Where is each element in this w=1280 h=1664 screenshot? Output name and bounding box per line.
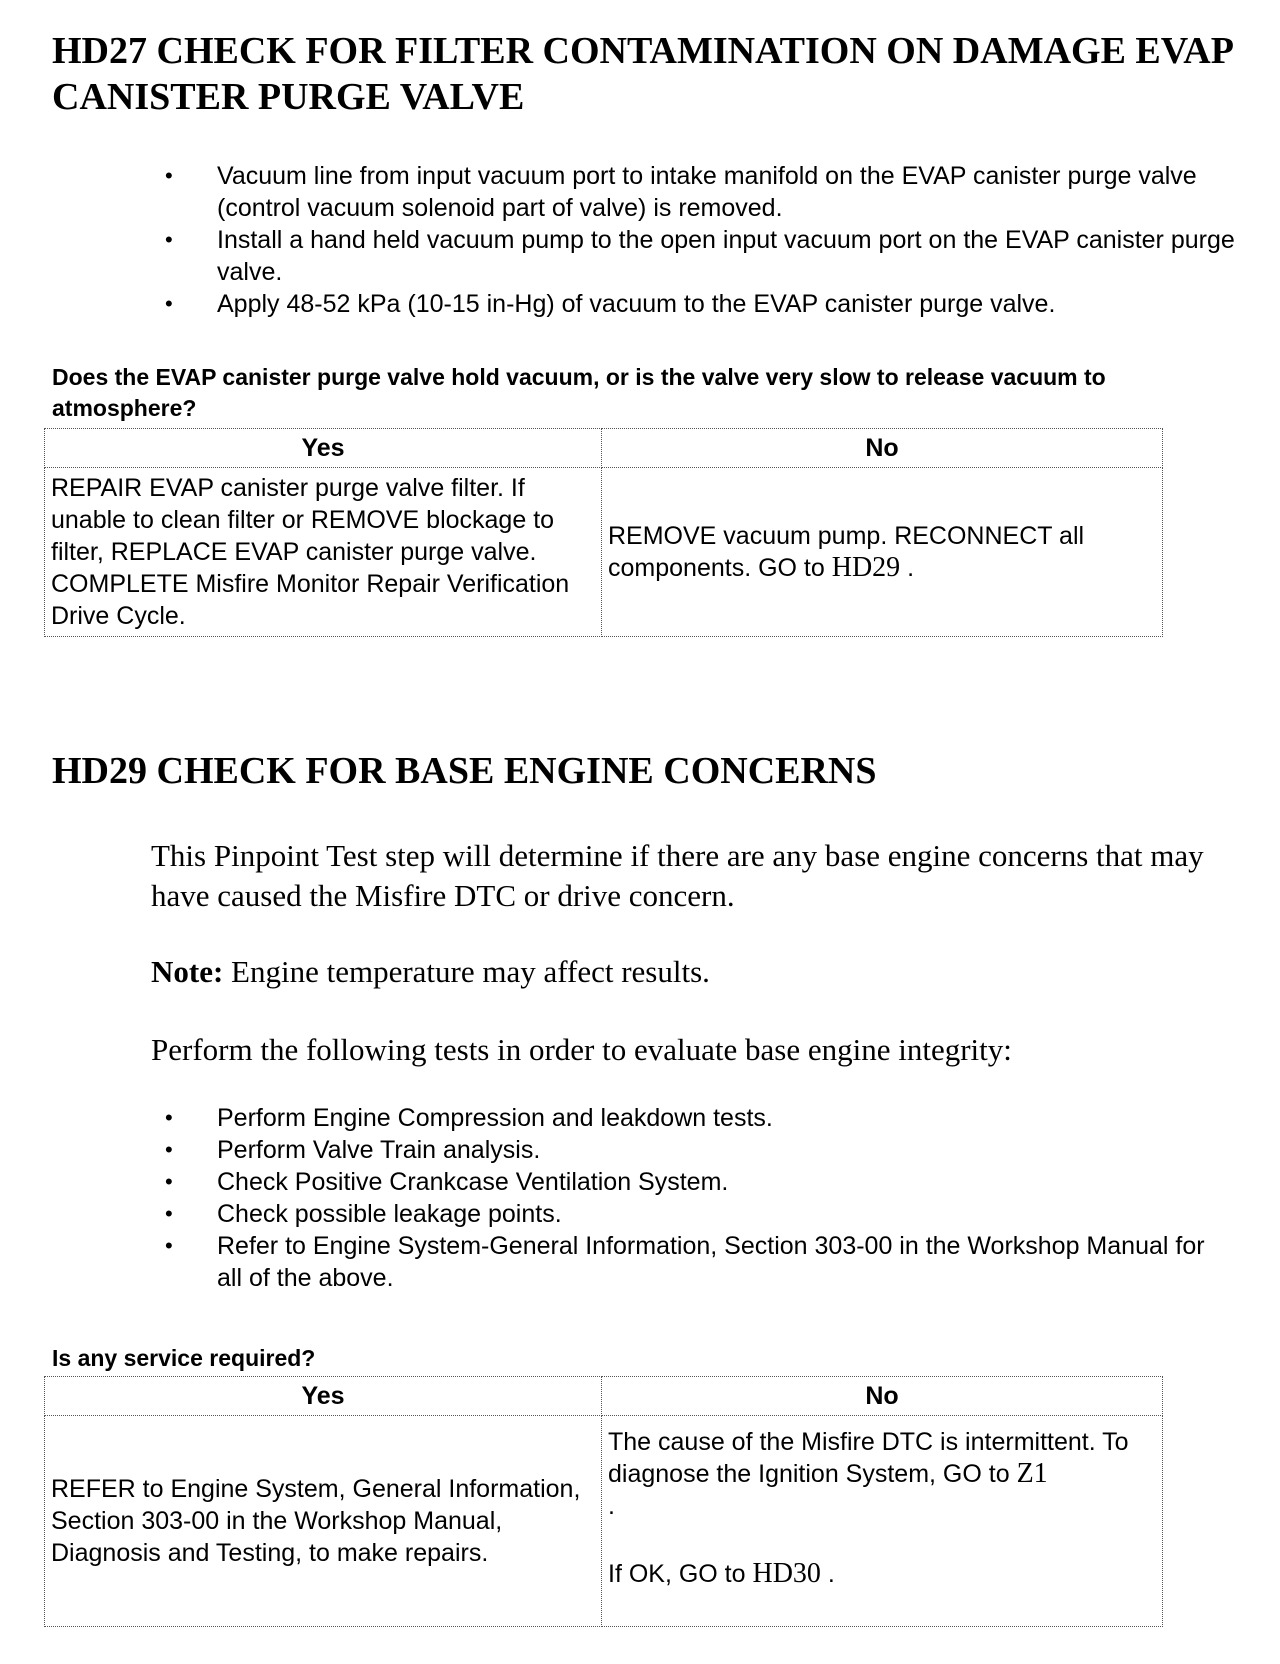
section-title-hd27: HD27 CHECK FOR FILTER CONTAMINATION ON DAMAGE EVAP CANISTER PURGE VALVE <box>52 30 1232 118</box>
note-paragraph <box>151 952 1241 992</box>
perform-paragraph: Perform the following tests in order to evaluate base engine integrity: <box>151 1032 1012 1067</box>
no-action <box>602 1416 1163 1627</box>
no-header: No <box>602 429 1163 468</box>
hd27-bullet-list <box>217 160 1237 320</box>
yes-header: Yes <box>45 1377 602 1416</box>
no-action-text: The cause of the Misfire DTC is intermittent. To diagnose the Ignition System, GO to <box>608 1428 1129 1488</box>
note-label: Note: <box>151 954 224 989</box>
list-item: • Perform Valve Train analysis. <box>217 1134 1217 1166</box>
hd27-decision-table <box>44 428 1163 637</box>
list-item: • Perform Engine Compression and leakdown tests. <box>217 1102 1217 1134</box>
note-text: Engine temperature may affect results. <box>223 954 710 989</box>
hd29-decision-table <box>44 1376 1163 1627</box>
z1-link[interactable]: Z1 <box>1016 1458 1048 1489</box>
intro-paragraph: This Pinpoint Test step will determine if there are any base engine concerns that may have caused the Misfire DTC or drive concern. <box>151 838 1204 913</box>
no-action-line-1 <box>608 1426 1156 1490</box>
yes-action: REPAIR EVAP canister purge valve filter. If unable to clean filter or REMOVE blockage to filter, REPLACE EVAP canister purge valve. COMPLETE Misfire Monitor Repair Verification Drive Cycle. <box>45 468 602 637</box>
yes-action: REFER to Engine System, General Information, Section 303-00 in the Workshop Manual, Diagnosis and Testing, to make repairs. <box>45 1416 602 1627</box>
no-header: No <box>602 1377 1163 1416</box>
list-item: • Check Positive Crankcase Ventilation System. <box>217 1166 1217 1198</box>
hd27-question: Does the EVAP canister purge valve hold vacuum, or is the valve very slow to release vacuum to atmosphere? <box>52 364 1106 421</box>
hd29-question: Is any service required? <box>52 1345 316 1371</box>
list-item: • Install a hand held vacuum pump to the open input vacuum port on the EVAP canister purge valve. <box>217 224 1237 288</box>
no-action-text-2: If OK, GO to <box>608 1560 753 1588</box>
no-action <box>602 468 1163 637</box>
list-item: • Check possible leakage points. <box>217 1198 1217 1230</box>
no-action-line-2 <box>608 1558 1156 1590</box>
list-item: • Vacuum line from input vacuum port to intake manifold on the EVAP canister purge valve (control vacuum solenoid part of valve) is removed. <box>217 160 1237 224</box>
no-action-suffix: . <box>820 1560 835 1588</box>
list-item: • Refer to Engine System-General Information, Section 303-00 in the Workshop Manual for all of the above. <box>217 1230 1217 1294</box>
hd30-link[interactable]: HD30 <box>752 1558 821 1589</box>
hd29-bullet-list <box>217 1102 1217 1294</box>
no-action-period: . <box>608 1492 615 1520</box>
no-action-suffix: . <box>900 554 915 582</box>
list-item: • Apply 48-52 kPa (10-15 in-Hg) of vacuum to the EVAP canister purge valve. <box>217 288 1237 320</box>
section-title-hd29: HD29 CHECK FOR BASE ENGINE CONCERNS <box>52 750 877 792</box>
hd29-link[interactable]: HD29 <box>831 552 901 583</box>
no-action-text: REMOVE vacuum pump. RECONNECT all components. GO to <box>608 522 1085 582</box>
yes-header: Yes <box>45 429 602 468</box>
